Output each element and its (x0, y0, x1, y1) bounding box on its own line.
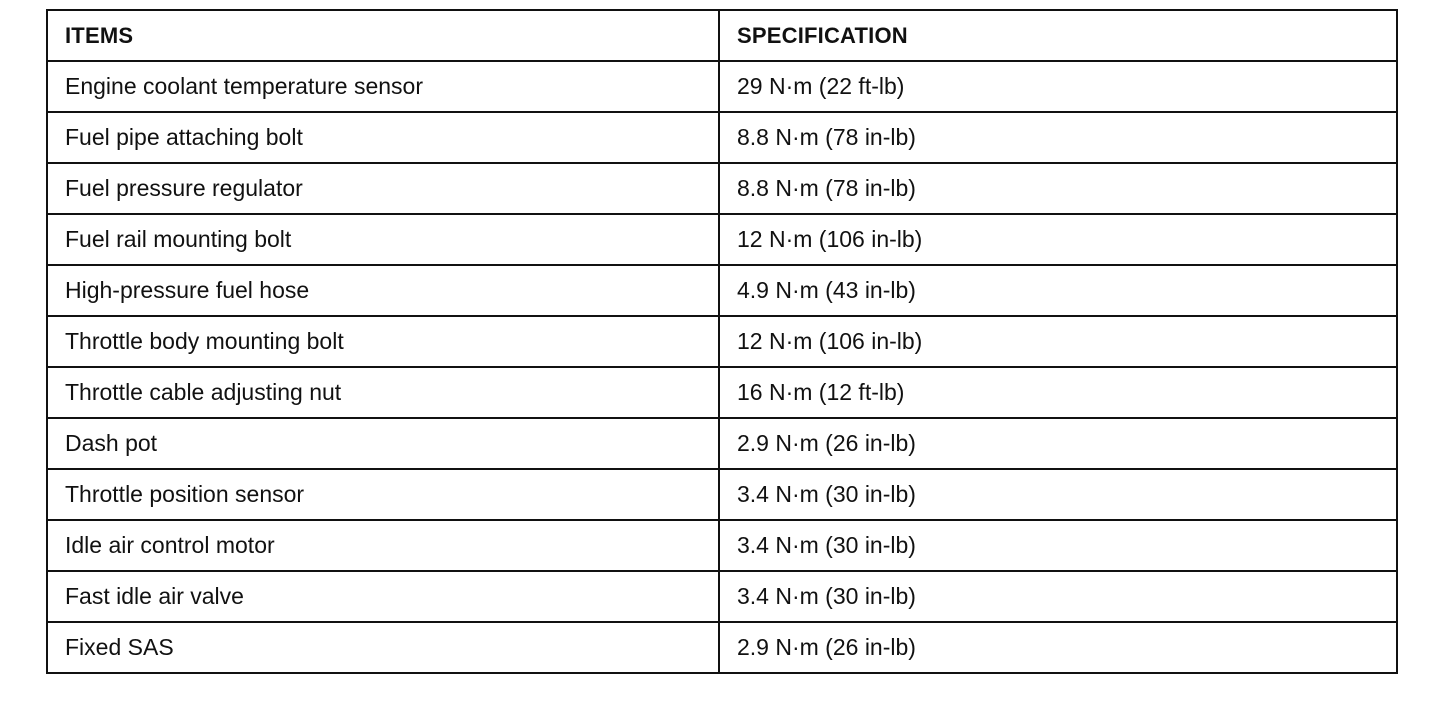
table-row (47, 520, 1397, 571)
table-row (47, 61, 1397, 112)
item-cell: Fuel pipe attaching bolt (47, 112, 719, 163)
specification-cell: 16 N·m (12 ft-lb) (719, 367, 1397, 418)
specification-cell: 8.8 N·m (78 in-lb) (719, 163, 1397, 214)
table-row (47, 214, 1397, 265)
specification-table (46, 9, 1398, 674)
header-items: ITEMS (47, 10, 719, 61)
table-row (47, 418, 1397, 469)
table-row (47, 163, 1397, 214)
table-row (47, 265, 1397, 316)
item-cell: Throttle cable adjusting nut (47, 367, 719, 418)
item-cell: Dash pot (47, 418, 719, 469)
specification-cell: 29 N·m (22 ft-lb) (719, 61, 1397, 112)
item-cell: Fixed SAS (47, 622, 719, 673)
item-cell: High-pressure fuel hose (47, 265, 719, 316)
specification-cell: 12 N·m (106 in-lb) (719, 316, 1397, 367)
item-cell: Idle air control motor (47, 520, 719, 571)
specification-cell: 2.9 N·m (26 in-lb) (719, 418, 1397, 469)
specification-cell: 4.9 N·m (43 in-lb) (719, 265, 1397, 316)
table-row (47, 469, 1397, 520)
item-cell: Fuel rail mounting bolt (47, 214, 719, 265)
header-specification: SPECIFICATION (719, 10, 1397, 61)
specification-cell: 3.4 N·m (30 in-lb) (719, 469, 1397, 520)
item-cell: Engine coolant temperature sensor (47, 61, 719, 112)
table-row (47, 622, 1397, 673)
item-cell: Throttle body mounting bolt (47, 316, 719, 367)
specification-cell: 12 N·m (106 in-lb) (719, 214, 1397, 265)
table-row (47, 316, 1397, 367)
table-row (47, 367, 1397, 418)
item-cell: Fuel pressure regulator (47, 163, 719, 214)
table-row (47, 112, 1397, 163)
table-body (47, 61, 1397, 673)
specification-cell: 2.9 N·m (26 in-lb) (719, 622, 1397, 673)
table-row (47, 571, 1397, 622)
table-header-row (47, 10, 1397, 61)
specification-cell: 3.4 N·m (30 in-lb) (719, 520, 1397, 571)
item-cell: Throttle position sensor (47, 469, 719, 520)
specification-cell: 8.8 N·m (78 in-lb) (719, 112, 1397, 163)
item-cell: Fast idle air valve (47, 571, 719, 622)
specification-cell: 3.4 N·m (30 in-lb) (719, 571, 1397, 622)
